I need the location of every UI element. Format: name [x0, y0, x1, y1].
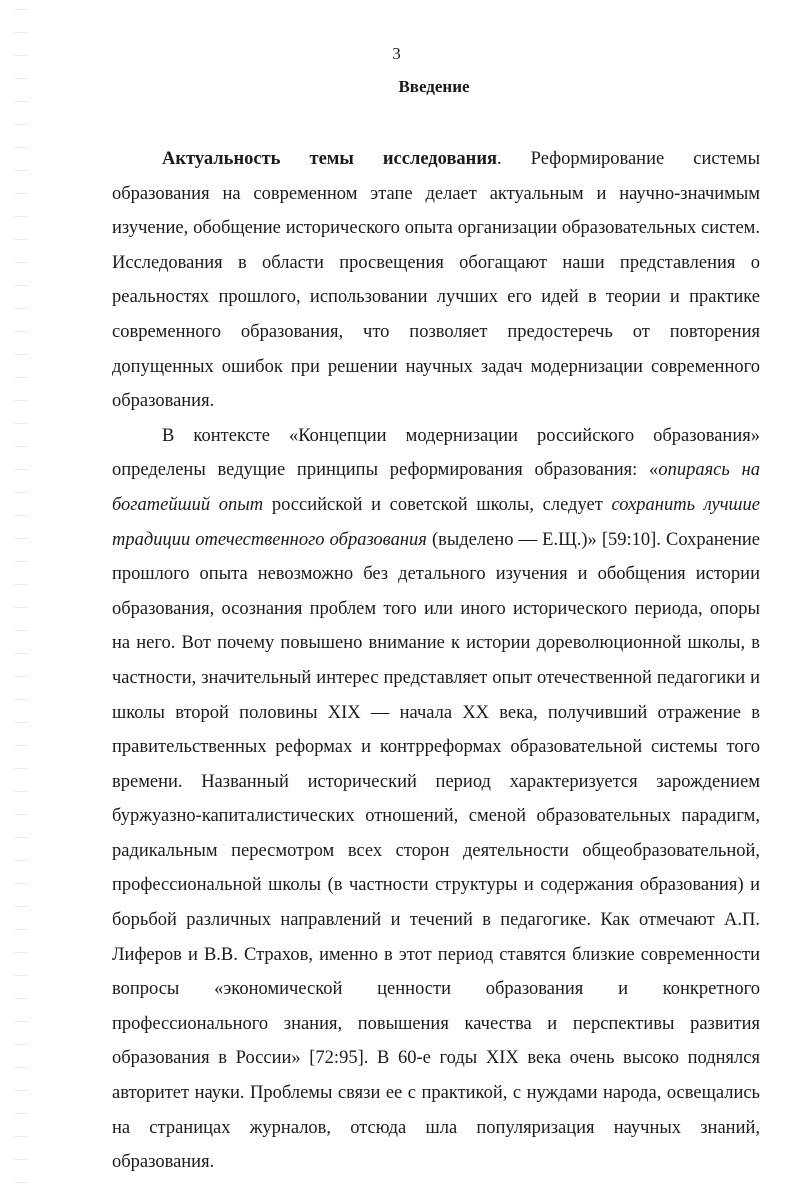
paragraph-lead: Актуальность темы исследования [162, 149, 498, 169]
emphasis-text: опираясь на богатейший опыт [112, 460, 760, 515]
paragraph-relevance [112, 142, 760, 419]
paragraph-text: . Реформирование системы образования на современном этапе делает актуальным и научно-значимым изучение, обобщение исторического опыта организации образовательных систем. Исследования в области просвещения обогащают наши представления о реальностях прошлого, использовании лучших его идей в теории и практике современного образования, что позволяет предостеречь от повторения допущенных ошибок при решении научных задач модернизации современного образования. [112, 149, 760, 412]
paragraph-text: В контексте «Концепции модернизации российского образования» определены ведущие принципы реформирования образования: « [112, 425, 760, 481]
body-text [112, 142, 760, 1180]
page-number: 3 [392, 44, 401, 63]
paragraph-text: российской и советской школы, следует [263, 494, 612, 515]
paragraph-text: (выделено — Е.Щ.)» [59:10]. Сохранение прошлого опыта невозможно без детального изучения и обобщения истории образования, осознания проблем того или иного исторического периода, опоры на него. Вот почему повышено внимание к истории дореволюционной школы, в частности, значительный интерес представляет опыт отечественной педагогики и школы второй половины XIX — начала XX века, получивший отражение в правительственных реформах и контрреформах образовательной системы того времени. Названный исторический период характеризуется зарождением буржуазно-капиталистических отношений, сменой образовательных парадигм, радикальным пересмотром всех сторон деятельности общеобразовательной, профессиональной школы (в частности структуры и содержания образования) и борьбой различных направлений и течений в педагогике. Как отмечают А.П. Лиферов и В.В. Страхов, именно в этот период ставятся близкие современности вопросы «экономической ценности образования и конкретного профессионального знания, повышения качества и перспективы развития образования в России» [72:95]. В 60-е годы XIX века очень высоко поднялся авторитет науки. Проблемы связи ее с практикой, с нуждами народа, освещались на страницах журналов, отсюда шла популяризация научных знаний, образования. [112, 529, 760, 1173]
scan-edge-marks [14, 0, 28, 1200]
section-heading: Введение [398, 77, 470, 96]
paragraph-concept [112, 419, 760, 1180]
emphasis-text: сохранить лучшие традиции отечественного образования [112, 494, 760, 550]
